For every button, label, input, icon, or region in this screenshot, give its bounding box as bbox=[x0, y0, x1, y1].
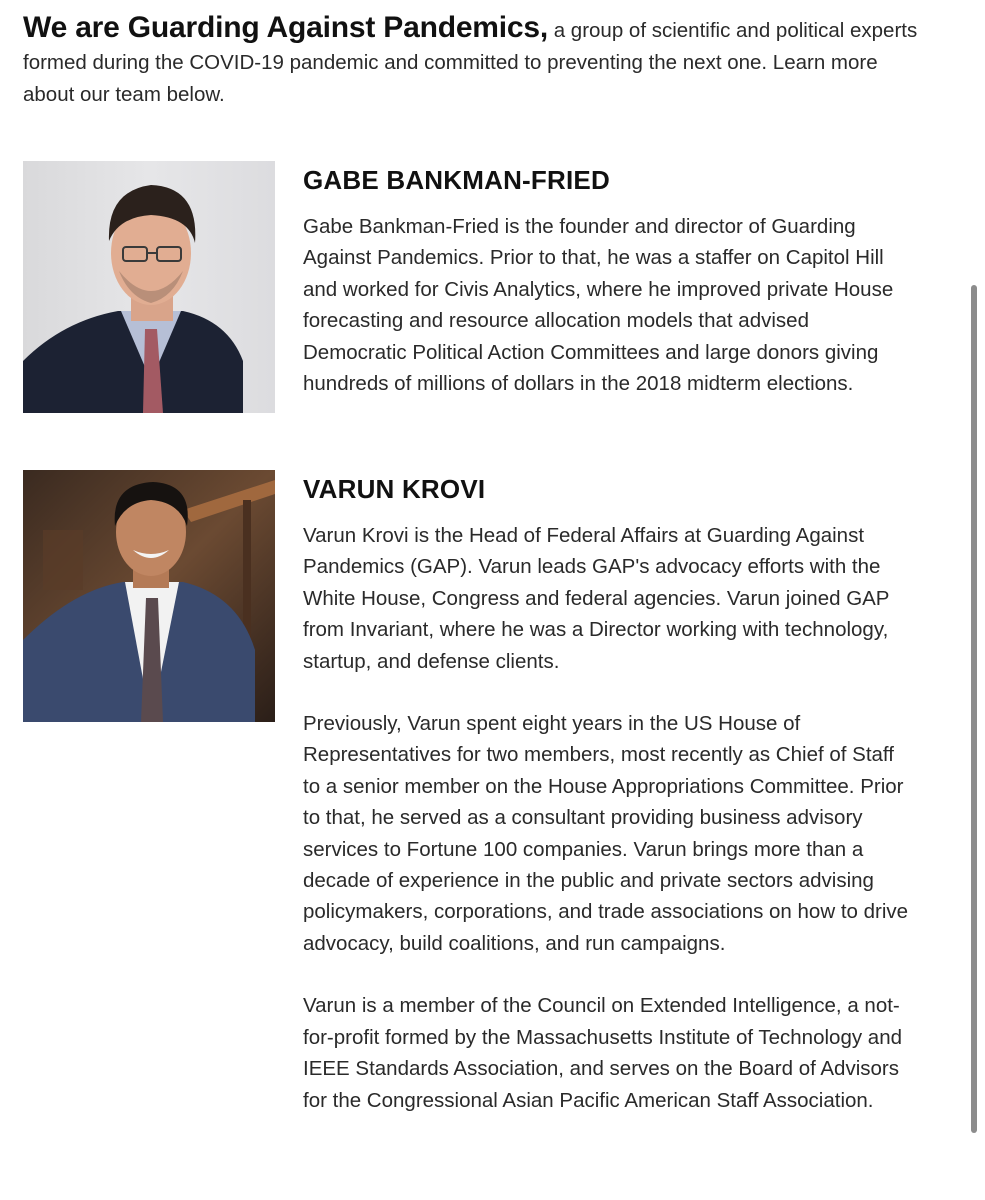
member-bio-paragraph: Gabe Bankman-Fried is the founder and director of Guarding Against Pandemics. Prior to that, he was a staffer on Capitol Hill and worked for Civis Analytics, where he improved private House forecasting and resource allocation models that advised Democratic Political Action Committees and large donors giving hundreds of millions of dollars in the 2018 midterm elections. bbox=[303, 215, 894, 396]
intro-text bbox=[23, 12, 923, 111]
member-name: VARUN KROVI bbox=[303, 474, 486, 504]
member-bio-paragraph: Varun is a member of the Council on Extended Intelligence, a not-for-profit formed by the Massachusetts Institute of Technology and IEEE Standards Association, and serves on the Board of Advisors for the Congressional Asian Pacific American Staff Association. bbox=[303, 994, 902, 1112]
intro-lead: We are Guarding Against Pandemics, bbox=[23, 11, 549, 44]
intro-rest: a group of scientific and political experts formed during the COVID-19 pandemic and committed to preventing the next one. Learn more about our team below. bbox=[23, 19, 918, 106]
scrollbar-thumb[interactable] bbox=[971, 285, 977, 1133]
member-bio-paragraph: Previously, Varun spent eight years in the US House of Representatives for two members, most recently as Chief of Staff to a senior member on the House Appropriations Committee. Prior to that, he served as a consultant providing business advisory services to Fortune 100 companies. Varun brings more than a decade of experience in the public and private sectors advising policymakers, corporations, and trade associations on how to drive advocacy, build coalitions, and run campaigns. bbox=[303, 712, 909, 955]
member-name: GABE BANKMAN-FRIED bbox=[303, 165, 610, 195]
portrait-photo-gabe bbox=[23, 161, 275, 413]
member-bio-paragraph: Varun Krovi is the Head of Federal Affairs at Guarding Against Pandemics (GAP). Varun leads GAP's advocacy efforts with the White House, Congress and federal agencies. Varun joined GAP from Invariant, where he was a Director working with technology, startup, and defense clients. bbox=[303, 524, 890, 673]
portrait-photo-varun bbox=[23, 470, 275, 722]
